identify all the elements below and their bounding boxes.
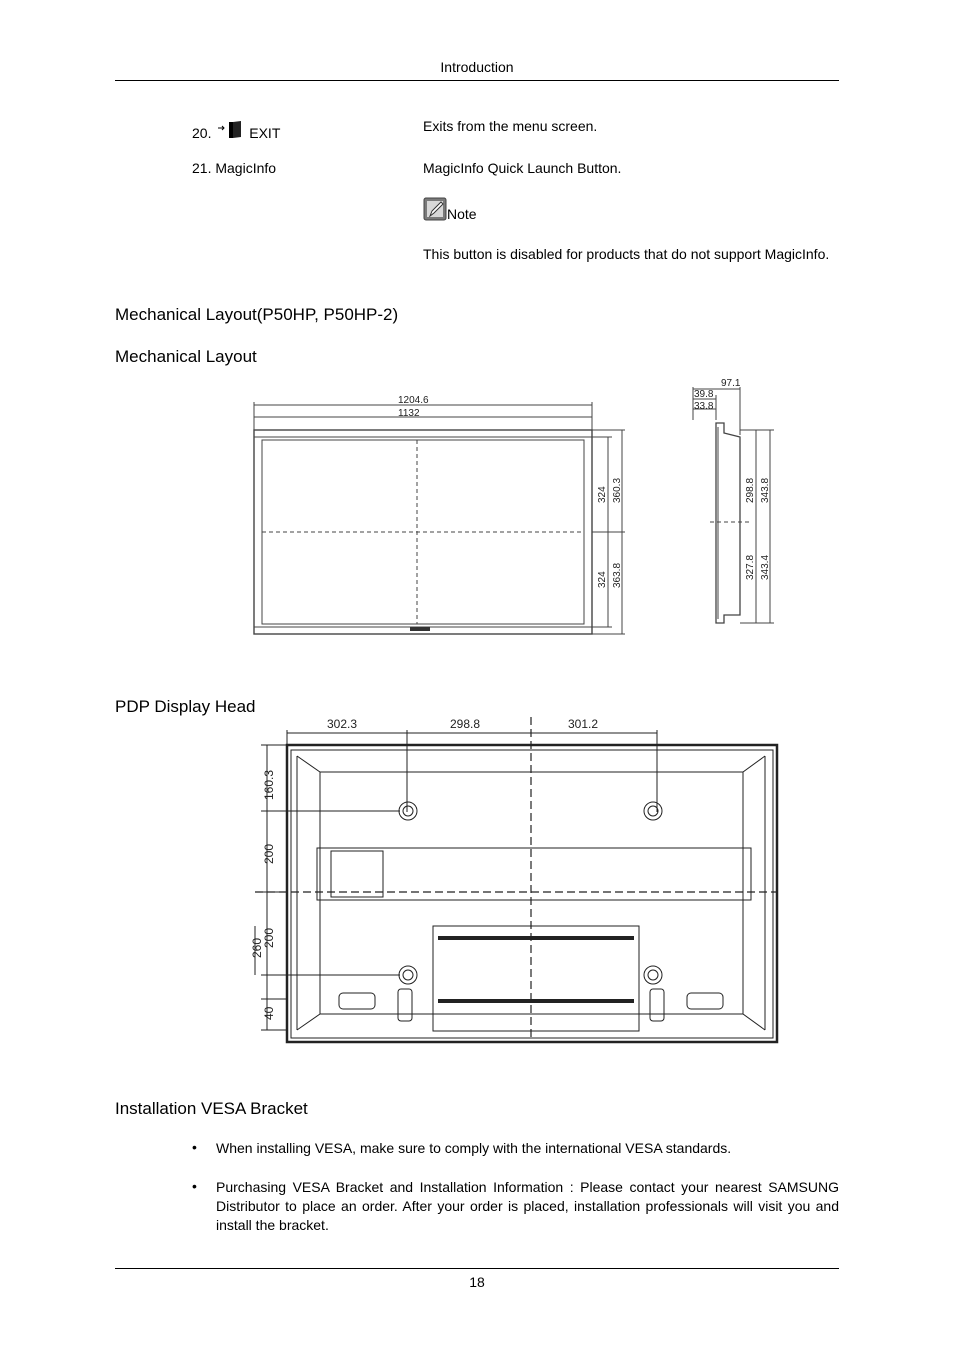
note-callout [423, 197, 477, 224]
item-magicinfo [192, 160, 276, 176]
dim-side-depth-total: 97.1 [721, 378, 741, 389]
page-header: Introduction [440, 59, 514, 75]
dim-side-depth-a: 39.8 [694, 389, 714, 400]
note-text [423, 245, 839, 264]
pdp-display-head-diagram [245, 712, 785, 1047]
dim-left-3: 200 [262, 927, 276, 948]
note-text-end: . [825, 246, 830, 262]
note-label: Note [447, 206, 477, 222]
dim-side-depth-b: 33.8 [694, 401, 714, 412]
section-title-vesa: Installation VESA Bracket [115, 1099, 308, 1118]
item-exit-description: Exits from the menu screen. [423, 118, 598, 134]
bullet-item: When installing VESA, make sure to comply with the international VESA standards. [216, 1140, 732, 1156]
dim-front-h-upper-inner: 324 [597, 486, 608, 503]
dim-side-h-upper-inner: 298.8 [745, 477, 756, 503]
brand-logo-mark [410, 627, 430, 631]
dim-left-2: 200 [262, 843, 276, 864]
dim-left-1: 160.3 [262, 769, 276, 800]
dim-side-h-lower-outer: 343.4 [760, 554, 771, 580]
section-title-pdp-head: PDP Display Head [115, 697, 256, 716]
bullet-symbol: • [192, 1178, 197, 1194]
item-exit [192, 121, 280, 142]
dim-front-h-upper-outer: 360.3 [612, 477, 623, 503]
dim-top-right: 301.2 [568, 717, 599, 731]
dim-side-h-upper-outer: 343.8 [760, 477, 771, 503]
dim-front-h-lower-outer: 363.8 [612, 562, 623, 588]
dim-front-h-lower-inner: 324 [597, 571, 608, 588]
dim-side-h-lower-inner: 327.8 [745, 554, 756, 580]
header-rule [115, 80, 839, 81]
dim-left-4: 260 [250, 937, 264, 958]
item-label: EXIT [249, 125, 281, 141]
dim-top-left: 302.3 [327, 717, 358, 731]
note-text-emphasis: MagicInfo [764, 246, 826, 262]
bullet-item: Purchasing VESA Bracket and Installation Information : Please contact your nearest SAMSUNG Distributor to place an order. After your order is placed, installation professionals will visit you and install the bracket. [216, 1179, 839, 1233]
dim-front-width-outer: 1204.6 [398, 395, 429, 406]
bullet-symbol: • [192, 1139, 197, 1155]
section-title-mechanical: Mechanical Layout(P50HP, P50HP-2) [115, 305, 399, 324]
mechanical-layout-diagram [240, 375, 800, 645]
item-label: MagicInfo [215, 160, 277, 176]
dim-front-width-inner: 1132 [398, 408, 420, 419]
dim-top-mid: 298.8 [450, 717, 481, 731]
note-text-start: This button is disabled for products that do not support [423, 246, 765, 262]
dim-left-5: 40 [262, 1006, 276, 1020]
note-pencil-icon [423, 197, 447, 224]
section-title-mechanical-layout: Mechanical Layout [115, 347, 257, 366]
item-number: 20. [192, 125, 212, 141]
page-number: 18 [469, 1274, 485, 1290]
footer-rule [115, 1268, 839, 1269]
item-number: 21. [192, 160, 212, 176]
exit-door-icon [215, 121, 245, 142]
item-magicinfo-description: MagicInfo Quick Launch Button. [423, 160, 622, 176]
